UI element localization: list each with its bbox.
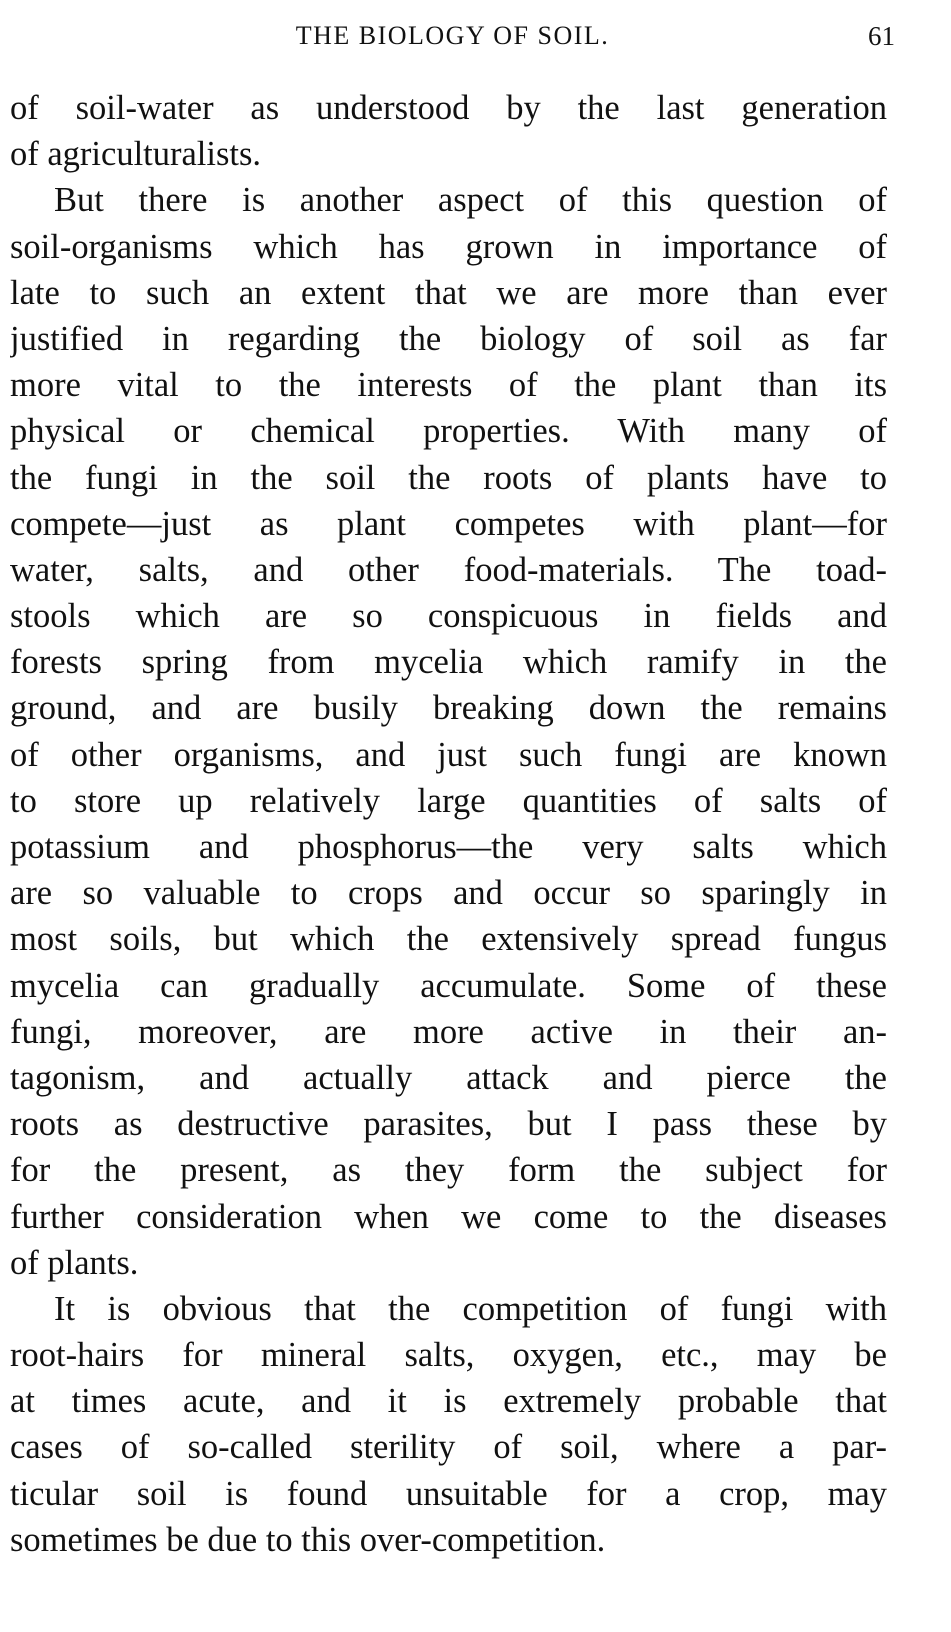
text-line: ticular soil is found unsuitable for a crop, may bbox=[10, 1474, 887, 1513]
text-line: at times acute, and it is extremely probable that bbox=[10, 1382, 887, 1421]
text-line: of other organisms, and just such fungi are known bbox=[10, 735, 887, 774]
text-line: soil-organisms which has grown in importance of bbox=[10, 227, 887, 266]
text-line: roots as destructive parasites, but I pass these by bbox=[10, 1105, 887, 1144]
page-number: 61 bbox=[868, 21, 895, 51]
text-line: compete—just as plant competes with plant—for bbox=[10, 504, 887, 543]
text-line: more vital to the interests of the plant than its bbox=[10, 366, 887, 405]
text-line: But there is another aspect of this question of bbox=[54, 181, 887, 220]
text-line: stools which are so conspicuous in fields and bbox=[10, 597, 887, 636]
text-line: physical or chemical properties. With many of bbox=[10, 412, 887, 451]
running-head bbox=[10, 18, 895, 58]
text-line: justified in regarding the biology of soil as far bbox=[10, 319, 887, 358]
text-line: cases of so-called sterility of soil, where a par- bbox=[10, 1428, 887, 1467]
text-line: ground, and are busily breaking down the remains bbox=[10, 689, 887, 728]
text-line: of plants. bbox=[10, 1243, 139, 1282]
text-line: mycelia can gradually accumulate. Some of these bbox=[10, 966, 887, 1005]
text-line: are so valuable to crops and occur so sparingly in bbox=[10, 874, 887, 913]
body-text bbox=[10, 85, 887, 1563]
paragraph bbox=[10, 85, 887, 177]
running-title: THE BIOLOGY OF SOIL. bbox=[295, 21, 610, 50]
text-line: root-hairs for mineral salts, oxygen, etc., may be bbox=[10, 1336, 887, 1375]
text-line: sometimes be due to this over-competition. bbox=[10, 1520, 606, 1559]
text-line: potassium and phosphorus—the very salts which bbox=[10, 828, 887, 866]
text-line: water, salts, and other food-materials. The toad- bbox=[10, 550, 887, 589]
text-line: of agriculturalists. bbox=[10, 135, 262, 174]
text-line: the fungi in the soil the roots of plants have to bbox=[10, 458, 887, 497]
paragraph bbox=[10, 177, 887, 1286]
text-line: of soil-water as understood by the last generation bbox=[10, 89, 887, 127]
paragraph bbox=[10, 1286, 887, 1563]
text-line: tagonism, and actually attack and pierce the bbox=[10, 1058, 887, 1097]
text-line: further consideration when we come to the diseases bbox=[10, 1197, 887, 1236]
text-line: for the present, as they form the subject for bbox=[10, 1151, 887, 1190]
text-line: late to such an extent that we are more than ever bbox=[10, 273, 887, 312]
text-line: It is obvious that the competition of fungi with bbox=[54, 1289, 887, 1328]
text-line: most soils, but which the extensively spread fungus bbox=[10, 920, 887, 959]
text-line: to store up relatively large quantities of salts of bbox=[10, 781, 887, 820]
text-line: fungi, moreover, are more active in their an- bbox=[10, 1012, 887, 1051]
text-line: forests spring from mycelia which ramify in the bbox=[10, 643, 887, 682]
